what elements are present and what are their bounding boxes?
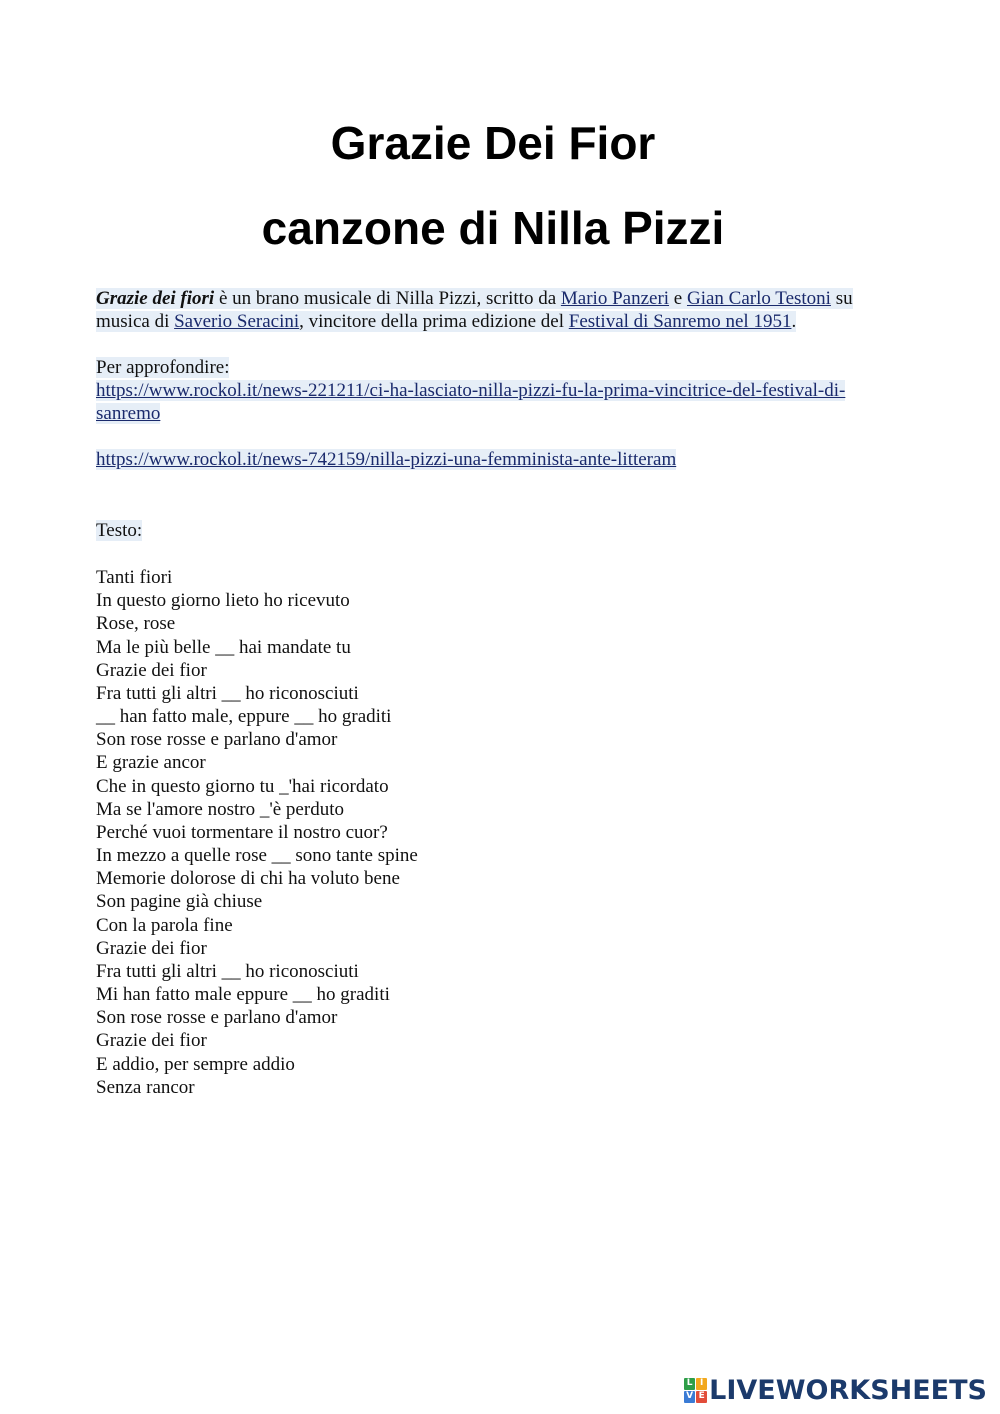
- logo-tile: V: [684, 1391, 695, 1403]
- further-reading-label: Per approfondire:: [96, 357, 230, 378]
- lyric-line: Senza rancor: [96, 1076, 195, 1098]
- logo-tile: E: [696, 1391, 707, 1403]
- intro-text: , vincitore della prima edizione del: [299, 311, 569, 332]
- lyric-line: Ma le più belle __ hai mandate tu: [96, 636, 351, 658]
- lyric-line: Grazie dei fior: [96, 1030, 207, 1052]
- lyric-line: Rose, rose: [96, 613, 176, 635]
- lyric-line: Fra tutti gli altri __ ho riconosciuti: [96, 682, 359, 704]
- lyric-line: E grazie ancor: [96, 752, 206, 774]
- lyric-line: Son rose rosse e parlano d'amor: [96, 1007, 338, 1029]
- logo-tile: L: [684, 1378, 695, 1390]
- link-saverio-seracini[interactable]: Saverio Seracini: [174, 311, 300, 332]
- lyric-line: Perché vuoi tormentare il nostro cuor?: [96, 821, 388, 843]
- lyric-line: Grazie dei fior: [96, 659, 207, 681]
- logo-text: LIVEWORKSHEETS: [709, 1374, 987, 1406]
- lyric-line: Ma se l'amore nostro _'è perduto: [96, 798, 344, 820]
- lyric-line: Mi han fatto male eppure __ ho graditi: [96, 984, 390, 1006]
- lyric-line: Con la parola fine: [96, 914, 233, 936]
- liveworksheets-mark-icon: [684, 1378, 706, 1402]
- lyric-line: Che in questo giorno tu _'hai ricordato: [96, 775, 389, 797]
- intro-text: e: [669, 288, 687, 309]
- intro-text: è un brano musicale di Nilla Pizzi, scritto da: [214, 288, 561, 309]
- link-festival-sanremo[interactable]: Festival di Sanremo nel 1951: [568, 311, 792, 332]
- further-reading: [96, 356, 906, 471]
- intro-lead: Grazie dei fiori: [96, 288, 215, 309]
- liveworksheets-logo: [684, 1374, 987, 1406]
- page-subtitle: canzone di Nilla Pizzi: [261, 202, 725, 254]
- logo-tile: I: [696, 1378, 707, 1390]
- link-gian-carlo-testoni[interactable]: Gian Carlo Testoni: [686, 288, 831, 309]
- lyric-line: __ han fatto male, eppure __ ho graditi: [96, 706, 392, 728]
- lyric-line: In questo giorno lieto ho ricevuto: [96, 590, 350, 612]
- page-title: Grazie Dei Fior: [330, 117, 656, 169]
- lyric-line: In mezzo a quelle rose __ sono tante spine: [96, 845, 418, 867]
- intro-text: su musica di: [96, 288, 853, 332]
- lyric-line: Son rose rosse e parlano d'amor: [96, 729, 338, 751]
- lyric-line: Son pagine già chiuse: [96, 891, 263, 913]
- lyrics-block: [96, 566, 418, 1099]
- lyric-line: Tanti fiori: [96, 567, 173, 588]
- lyric-line: E addio, per sempre addio: [96, 1053, 295, 1075]
- lyrics-label: Testo:: [96, 520, 143, 541]
- lyric-line: Grazie dei fior: [96, 937, 207, 959]
- rockol-link-1[interactable]: https://www.rockol.it/news-221211/ci-ha-lasciato-nilla-pizzi-fu-la-prima-vincitrice-del-festival-di-sanremo: [96, 380, 846, 424]
- intro-text: .: [791, 311, 797, 332]
- intro-paragraph: [96, 287, 906, 333]
- rockol-link-2[interactable]: https://www.rockol.it/news-742159/nilla-pizzi-una-femminista-ante-litteram: [96, 449, 677, 470]
- link-mario-panzeri[interactable]: Mario Panzeri: [560, 288, 670, 309]
- lyric-line: Fra tutti gli altri __ ho riconosciuti: [96, 960, 359, 982]
- lyric-line: Memorie dolorose di chi ha voluto bene: [96, 868, 400, 890]
